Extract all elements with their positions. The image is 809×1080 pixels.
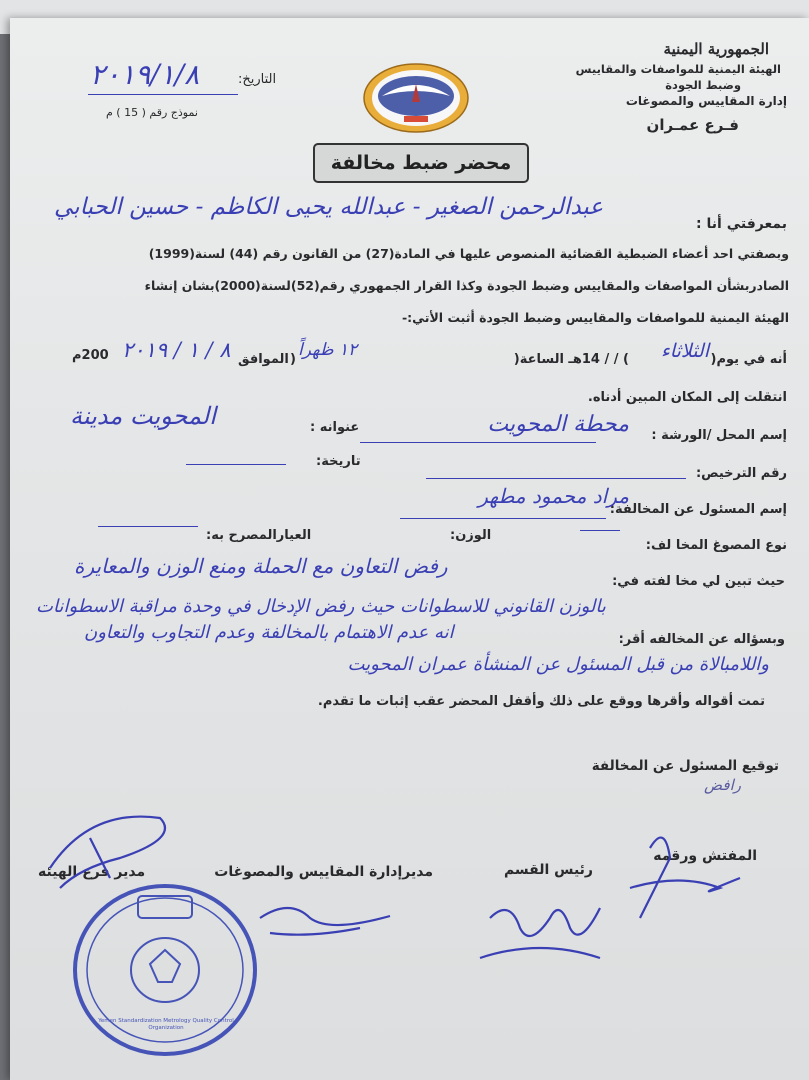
responsible-label: إسم المسئول عن المخالفة: (609, 502, 787, 517)
confession-label: وبسؤاله عن المخالفه أقر: (618, 632, 785, 647)
authority-name-cont: وضبط الجودة (665, 78, 741, 92)
caliber-label: العيارالمصرح به: (206, 528, 312, 543)
official-stamp (70, 882, 260, 1058)
place-underline (360, 442, 596, 443)
responsible-signature-value[interactable]: رافض (704, 776, 741, 794)
closing-text: تمت أقواله وأقرها ووقع على ذلك وأقفل المحضر عقب إثبات ما تقدم. (317, 694, 765, 709)
confession-line-1[interactable]: انه عدم الاهتمام بالمخالفة وعدم التجاوب والتعاون (84, 622, 454, 643)
authority-name: الهيئة اليمنية للمواصفات والمقاييس (575, 62, 781, 76)
date-value[interactable]: ٢٠١٩/١/٨ (90, 58, 200, 91)
responsible-value[interactable]: مراد محمود مطهر (478, 484, 629, 508)
violation-line-1[interactable]: رفض التعاون مع الحملة ومنع الوزن والمعايرة (74, 554, 448, 578)
document-title: محضر ضبط مخالفة (313, 143, 529, 183)
body-line-3: الهيئة اليمنية للمواصفات والمقاييس وضبط الجودة أثبت الأتي:- (401, 310, 789, 325)
inspector-names[interactable]: عبدالرحمن الصغير - عبدالله يحيى الكاظم - حسين الحبابي (54, 194, 604, 220)
license-underline (426, 478, 686, 479)
day-value[interactable]: الثلاثاء (660, 340, 709, 362)
inspector-label: المفتش ورقمه (653, 848, 757, 864)
license-label: رقم الترخيص: (695, 466, 787, 481)
director-signature (250, 888, 400, 948)
body-line-1: وبصفتي احد أعضاء الضبطية القضائية المنصوص عليها في المادة(27) من القانون رقم (44) لسنة(1999) (148, 246, 789, 261)
responsible-underline (400, 518, 606, 519)
confession-line-2[interactable]: واللامبالاة من قبل المسئول عن المنشأة عمران المحويت (347, 654, 769, 675)
license-date-label: تاريخة: (316, 454, 361, 469)
address-value[interactable]: المحويت مدينة (70, 402, 216, 430)
violation-line-2[interactable]: بالوزن القانوني للاسطوانات حيث رفض الإدخال في وحدة مراقبة الاسطوانات (36, 596, 606, 617)
country-name: الجمهورية اليمنية (663, 40, 769, 58)
gregorian-date[interactable]: ٨ / ١ / ٢٠١٩ (122, 338, 231, 362)
department-name: إدارة المقاييس والمصوغات (625, 94, 787, 108)
address-label: عنوانه : (310, 420, 360, 435)
stamp-text: Yemen Standardization Metrology Quality Control Organization (98, 1018, 234, 1031)
hour-value[interactable]: ١٢ ظهراً (298, 340, 358, 360)
date-underline (88, 94, 238, 95)
authority-logo (362, 62, 470, 134)
branch-name: فـرع عمـران (646, 116, 739, 134)
intro-label: بمعرفتي أنا : (696, 216, 787, 232)
section-head-label: رئيس القسم (503, 862, 593, 878)
date-label: التاريخ: (238, 72, 277, 87)
day-label: أنه في يوم( (710, 352, 787, 367)
section-head-signature (470, 878, 610, 968)
body-line-2: الصادربشأن المواصفات والمقاييس وضبط الجودة وكذا القرار الجمهوري رقم(52)لسنة(2000)بشان إنشاء (144, 278, 789, 293)
muwafiq-label: الموافق (238, 352, 289, 367)
place-value[interactable]: محطة المحويت (487, 412, 629, 437)
hijri-time: ) / / 14هـ الساعة( (513, 352, 629, 367)
document-sheet (10, 18, 809, 1080)
violation-label: حيث تبين لي مخا لفته في: (612, 574, 785, 589)
director-label: مديرإدارة المقاييس والمصوغات (214, 864, 433, 880)
hour-close: ) (290, 352, 296, 367)
weight-label: الوزن: (450, 528, 492, 543)
responsible-signature-label: توقيع المسئول عن المخالفة (591, 758, 779, 774)
moved-text: انتقلت إلى المكان المبين أدناه. (587, 390, 787, 405)
inspector-signature (610, 818, 750, 928)
caliber-underline (98, 526, 198, 527)
branch-director-label: مدير فرع الهيئه (38, 864, 146, 880)
gregorian-suffix: 200م (72, 348, 109, 363)
jewelry-type-underline (580, 530, 620, 531)
jewelry-type-label: نوع المصوغ المخا لف: (645, 538, 787, 553)
place-label: إسم المحل /الورشة : (651, 428, 787, 443)
license-date-underline (186, 464, 286, 465)
form-number: نموذج رقم ( 15 ) م (106, 106, 198, 119)
